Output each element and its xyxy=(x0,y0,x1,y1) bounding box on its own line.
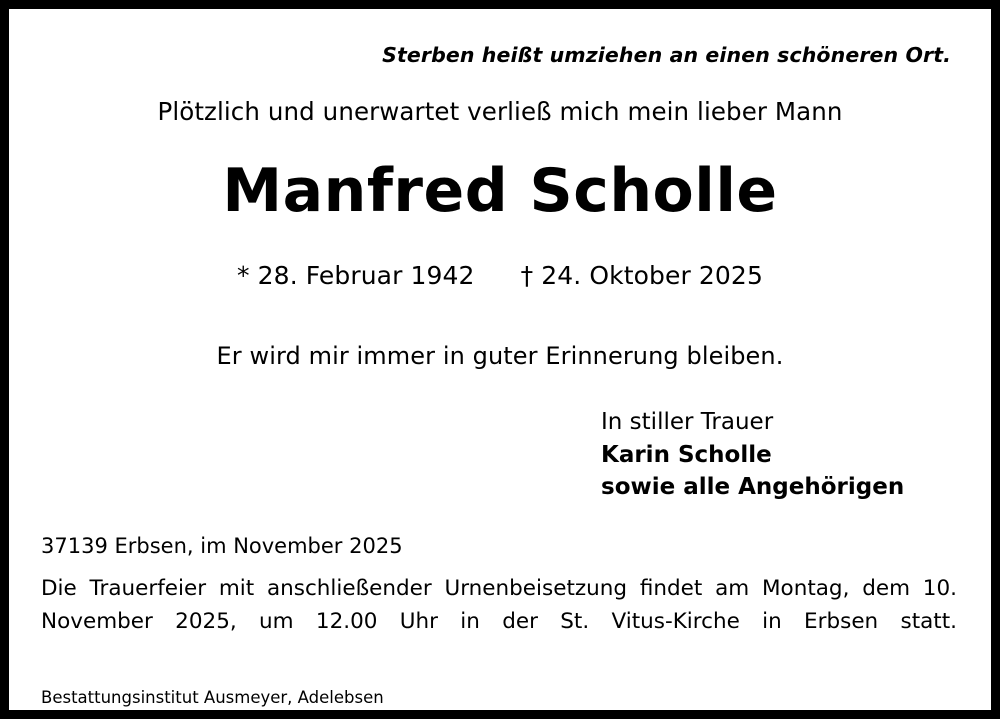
mourner-secondary: sowie alle Angehörigen xyxy=(601,474,905,501)
memory-text: Er wird mir immer in guter Erinnerung bleiben. xyxy=(216,342,784,370)
funeral-home-credit: Bestattungsinstitut Ausmeyer, Adelebsen xyxy=(41,687,384,707)
birth-date: * 28. Februar 1942 xyxy=(237,261,475,290)
life-dates xyxy=(41,261,959,290)
obituary-content xyxy=(9,9,991,710)
death-date: † 24. Oktober 2025 xyxy=(520,261,763,290)
funeral-service-info: Die Trauerfeier mit anschließender Urnenbeisetzung findet am Montag, dem 10. November 2025, um 12.00 Uhr in der St. Vitus-Kirche in Erbsen statt. xyxy=(41,575,957,635)
obituary-motto: Sterben heißt umziehen an einen schöneren Ort. xyxy=(382,43,951,67)
obituary-intro-text: Plötzlich und unerwartet verließ mich mein lieber Mann xyxy=(157,97,843,126)
deceased-name: Manfred Scholle xyxy=(222,156,778,226)
place-and-date: 37139 Erbsen, im November 2025 xyxy=(41,533,403,558)
mourners-block xyxy=(41,406,959,504)
mourning-label: In stiller Trauer xyxy=(601,409,774,435)
mourner-primary: Karin Scholle xyxy=(601,441,772,468)
